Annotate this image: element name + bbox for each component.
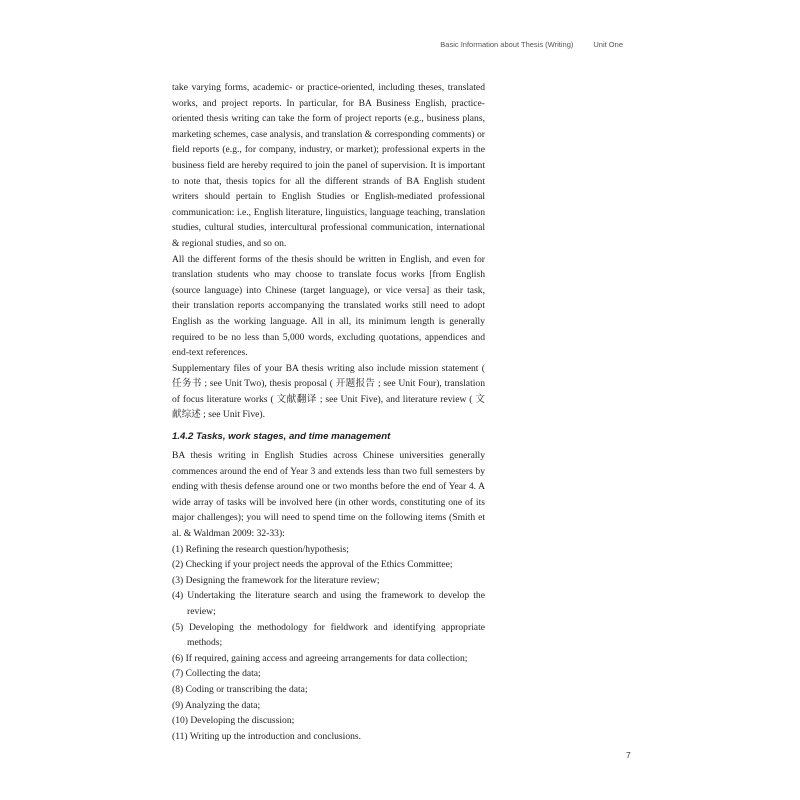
header-chapter-title: Basic Information about Thesis (Writing) (440, 40, 574, 49)
list-item: (9) Analyzing the data; (172, 699, 261, 711)
running-header (440, 40, 623, 49)
list-item: (8) Coding or transcribing the data; (172, 683, 308, 695)
list-item: (1) Refining the research question/hypothesis; (172, 543, 349, 555)
list-item: (2) Checking if your project needs the approval of the Ethics Committee; (172, 559, 453, 571)
list-item: (5) Developing the methodology for fieldwork and identifying appropriate methods; (172, 621, 485, 649)
paragraph-4: BA thesis writing in English Studies across Chinese universities generally commences around the end of Year 3 and extends less than two full semesters by ending with thesis defense around one or two months before the end of Year 4. A wide array of tasks will be involved here (in other words, constituting one of its major challenges); you will need to spend time on the following items (Smith et al. & Waldman 2009: 32-33): (172, 450, 485, 540)
task-list (172, 542, 485, 745)
list-item: (10) Developing the discussion; (172, 715, 295, 727)
page-number: 7 (626, 750, 631, 760)
paragraph-2: All the different forms of the thesis should be written in English, and even for translation students who may choose to translate focus works [from English (source language) into Chinese (target language), or vice versa] as their task, their translation reports accompanying the translated works still need to adopt English as the working language. All in all, its minimum length is generally required to be no less than 5,000 words, excluding quotations, appendices and end-text references. (172, 253, 485, 359)
page-body (172, 80, 485, 744)
list-item: (11) Writing up the introduction and conclusions. (172, 730, 362, 742)
list-item: (6) If required, gaining access and agreeing arrangements for data collection; (172, 652, 468, 664)
paragraph-1: take varying forms, academic- or practice-oriented, including theses, translated works, and project reports. In particular, for BA Business English, practice-oriented thesis writing can take the form of project reports (e.g., business plans, marketing schemes, case analysis, and translation & corresponding comments) or field reports (e.g., for company, industry, or market); professional experts in the business field are hereby required to join the panel of supervision. It is important to note that, thesis topics for all the different strands of BA English student writers should pertain to English Studies or English-mediated professional communication: i.e., English literature, linguistics, language teaching, translation studies, cultural studies, intercultural professional communication, international & regional studies, and so on. (172, 82, 485, 249)
list-item: (4) Undertaking the literature search and using the framework to develop the review; (172, 590, 485, 617)
section-heading: 1.4.2 Tasks, work stages, and time management (172, 431, 391, 443)
paragraph-3: Supplementary files of your BA thesis writing also include mission statement ( 任务书 ; see Unit Two), thesis proposal ( 开题报告 ; see Unit Four), translation of focus literature works ( 文献翻译 ; see Unit Five), and literature review ( 文献综述 ; see Unit Five). (172, 362, 485, 421)
header-unit: Unit One (593, 40, 623, 49)
list-item: (7) Collecting the data; (172, 668, 261, 680)
list-item: (3) Designing the framework for the literature review; (172, 574, 380, 586)
